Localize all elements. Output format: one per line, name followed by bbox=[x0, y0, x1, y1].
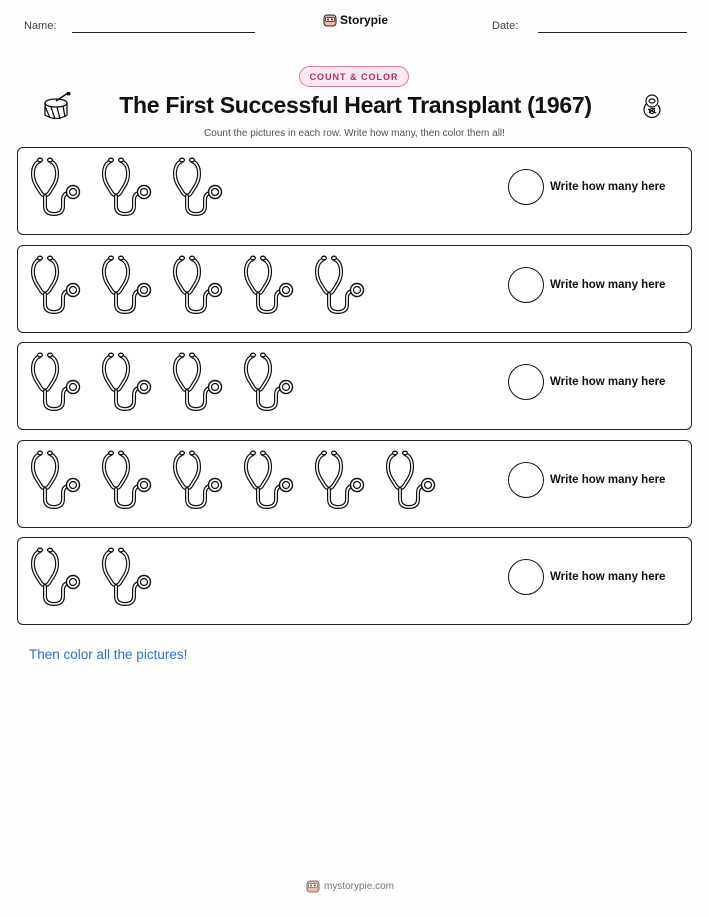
stethoscope-icon[interactable] bbox=[385, 449, 438, 511]
stethoscope-icon[interactable] bbox=[243, 351, 296, 413]
icon-group bbox=[30, 156, 225, 218]
worksheet-header bbox=[0, 0, 709, 50]
count-row-4 bbox=[17, 440, 692, 528]
answer-circle[interactable] bbox=[508, 559, 544, 595]
stethoscope-icon[interactable] bbox=[243, 254, 296, 316]
answer-circle[interactable] bbox=[508, 169, 544, 205]
answer-circle[interactable] bbox=[508, 462, 544, 498]
name-field-line[interactable] bbox=[72, 32, 255, 33]
icon-group bbox=[30, 254, 367, 316]
stethoscope-icon[interactable] bbox=[101, 546, 154, 608]
answer-label: Write how many here bbox=[550, 279, 666, 291]
date-label: Date: bbox=[492, 20, 519, 32]
color-instruction: Then color all the pictures! bbox=[29, 647, 188, 662]
storypie-mascot-icon bbox=[306, 879, 320, 893]
count-row-2 bbox=[17, 245, 692, 333]
stethoscope-icon[interactable] bbox=[314, 449, 367, 511]
date-field-line[interactable] bbox=[538, 32, 687, 33]
stethoscope-icon[interactable] bbox=[101, 449, 154, 511]
icon-group bbox=[30, 449, 438, 511]
answer-circle[interactable] bbox=[508, 267, 544, 303]
icon-group bbox=[30, 546, 154, 608]
stethoscope-icon[interactable] bbox=[314, 254, 367, 316]
brand-logo bbox=[323, 13, 388, 27]
stethoscope-icon[interactable] bbox=[30, 546, 83, 608]
worksheet-title: The First Successful Heart Transplant (1967) bbox=[119, 92, 592, 118]
tuba-icon bbox=[638, 92, 668, 122]
stethoscope-icon[interactable] bbox=[172, 156, 225, 218]
stethoscope-icon[interactable] bbox=[101, 254, 154, 316]
stethoscope-icon[interactable] bbox=[30, 351, 83, 413]
stethoscope-icon[interactable] bbox=[30, 449, 83, 511]
answer-label: Write how many here bbox=[550, 571, 666, 583]
instructions: Count the pictures in each row. Write how many, then color them all! bbox=[204, 128, 505, 139]
stethoscope-icon[interactable] bbox=[30, 156, 83, 218]
brand-name: Storypie bbox=[340, 13, 389, 27]
stethoscope-icon[interactable] bbox=[243, 449, 296, 511]
site-url[interactable]: mystorypie.com bbox=[324, 880, 395, 892]
answer-circle[interactable] bbox=[508, 364, 544, 400]
drum-icon bbox=[42, 92, 72, 122]
answer-label: Write how many here bbox=[550, 376, 666, 388]
icon-group bbox=[30, 351, 296, 413]
count-and-color-badge: COUNT & COLOR bbox=[299, 66, 409, 87]
storypie-mascot-icon bbox=[323, 13, 337, 27]
answer-label: Write how many here bbox=[550, 474, 666, 486]
stethoscope-icon[interactable] bbox=[172, 351, 225, 413]
stethoscope-icon[interactable] bbox=[101, 351, 154, 413]
count-row-5 bbox=[17, 537, 692, 625]
stethoscope-icon[interactable] bbox=[101, 156, 154, 218]
count-row-3 bbox=[17, 342, 692, 430]
stethoscope-icon[interactable] bbox=[172, 449, 225, 511]
stethoscope-icon[interactable] bbox=[30, 254, 83, 316]
answer-label: Write how many here bbox=[550, 181, 666, 193]
stethoscope-icon[interactable] bbox=[172, 254, 225, 316]
site-footer bbox=[306, 879, 394, 893]
name-label: Name: bbox=[24, 20, 57, 32]
count-row-1 bbox=[17, 147, 692, 235]
